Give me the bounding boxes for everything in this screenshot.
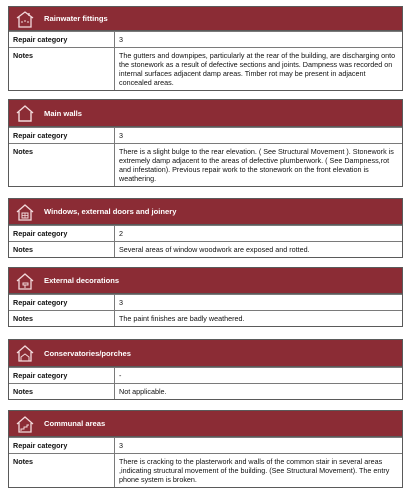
section-header [9,7,402,31]
notes-row [9,241,402,257]
notes-text: The paint finishes are badly weathered. [119,314,245,324]
rainwater-icon [15,9,35,29]
repair-category-value: 3 [119,298,123,307]
notes-label: Notes [9,311,115,326]
notes-text: There is a slight bulge to the rear elevation. ( See Structural Movement ). Stonework is extremely damp adjacent to the areas of defective plumberwork. ( See Dampness,rot and infestation). Previous repair work to the stonework on the front elevation is weathering. [119,147,394,184]
repair-category-label: Repair category [9,368,115,383]
section-title: Conservatories/porches [44,348,131,358]
repair-category-label: Repair category [9,295,115,310]
notes-row [9,453,402,487]
repair-category-label: Repair category [9,226,115,241]
notes-row [9,383,402,399]
notes-label: Notes [9,242,115,257]
section-title: Communal areas [44,419,106,428]
repair-category-row [9,31,402,47]
repair-category-value: 3 [119,441,123,450]
notes-label: Notes [9,48,115,90]
notes-label: Notes [9,384,115,399]
repair-category-value: 3 [119,35,123,44]
notes-text: Several areas of window woodwork are exposed and rotted. [119,245,310,255]
porch-icon [15,343,35,363]
section-rainwater-fittings [8,6,403,91]
section-header [9,340,402,367]
notes-row [9,47,402,90]
repair-category-row [9,437,402,453]
notes-label: Notes [9,144,115,186]
section-communal-areas [8,410,403,488]
repair-category-row [9,294,402,310]
section-header [9,268,402,294]
section-conservatories-porches [8,339,403,400]
repair-category-row [9,367,402,383]
repair-category-value: 3 [119,131,123,140]
notes-label: Notes [9,454,115,487]
house-icon [15,103,35,123]
section-header [9,100,402,127]
repair-category-row [9,225,402,241]
repair-category-label: Repair category [9,128,115,143]
section-header [9,411,402,437]
notes-text: Not applicable. [119,387,167,397]
stair-icon [15,414,35,434]
repair-category-value: 2 [119,229,123,238]
section-title: Rainwater fittings [44,14,108,23]
repair-category-row [9,127,402,143]
paint-icon [15,271,35,291]
notes-row [9,310,402,326]
section-header [9,199,402,225]
repair-category-value: - [119,371,122,380]
repair-category-label: Repair category [9,438,115,453]
section-main-walls [8,99,403,187]
repair-category-label: Repair category [9,32,115,47]
notes-row [9,143,402,186]
notes-text: There is cracking to the plasterwork and walls of the common stair in several areas ,indicating structural movement of the building. (See Structural Movement). The entry phone system is broken. [119,457,390,485]
window-icon [15,202,35,222]
section-windows-doors-joinery [8,198,403,258]
notes-text: The gutters and downpipes, particularly at the rear of the building, are discharging onto the stonework as a result of defective sections and joints. Dampness was recorded on internal surfaces adjacent damp areas. Timber rot may be present in adjacent concealed areas. [119,51,396,88]
section-title: Windows, external doors and joinery [44,207,177,216]
section-title: External decorations [44,276,120,285]
section-title: Main walls [44,108,82,118]
section-external-decorations [8,267,403,327]
